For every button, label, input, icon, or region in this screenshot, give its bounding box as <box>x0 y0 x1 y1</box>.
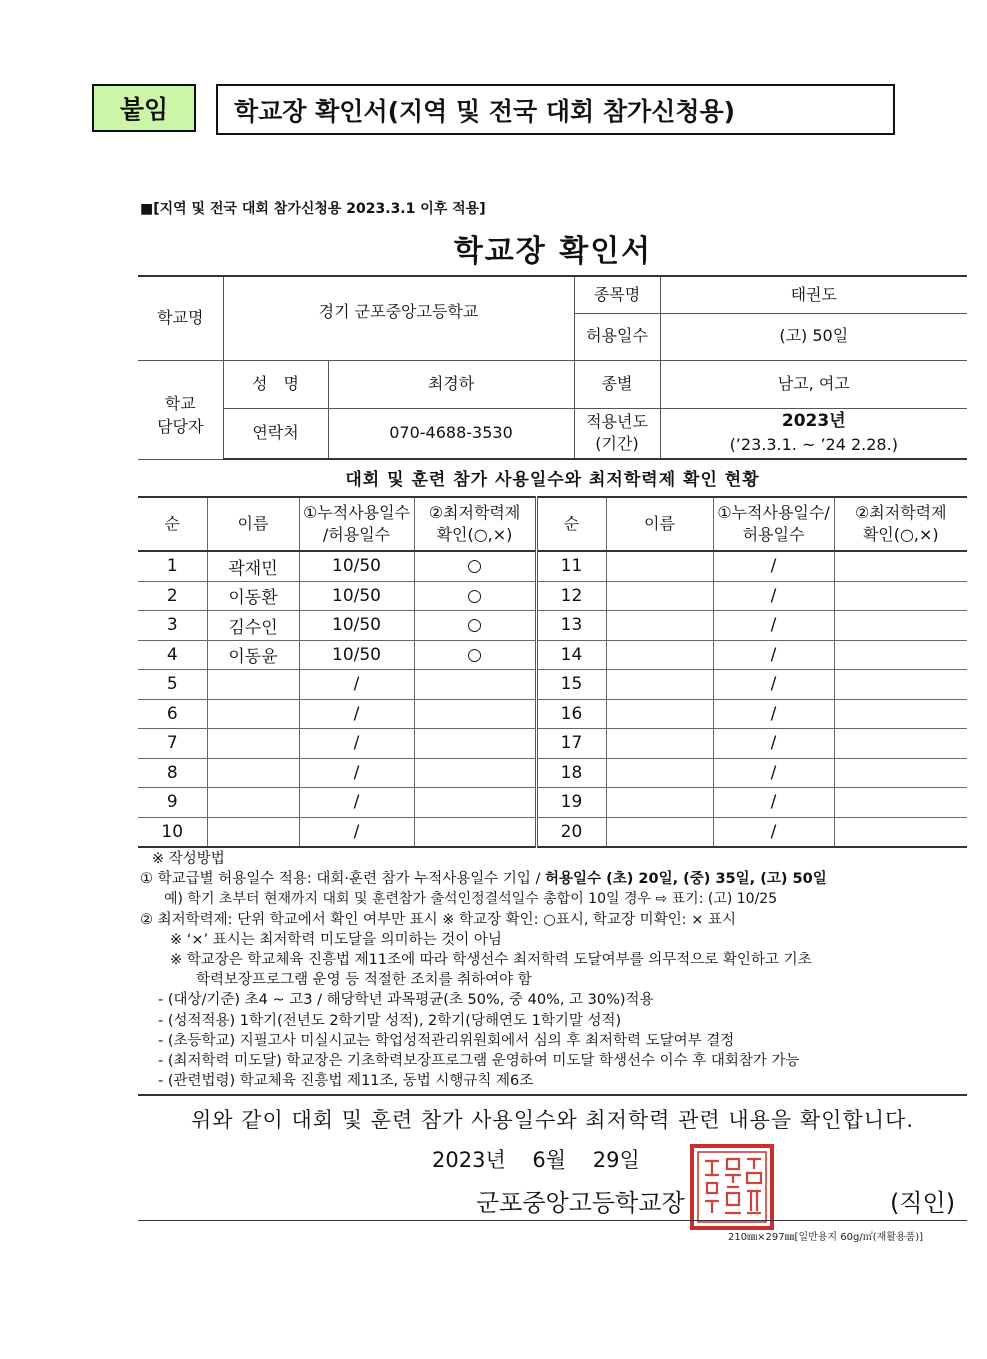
row-name: 김수인 <box>207 611 299 641</box>
row-used-days-right: / <box>713 729 834 759</box>
row-check-right <box>834 551 967 581</box>
row-used-days-right: / <box>713 817 834 847</box>
row-no: 5 <box>138 670 207 700</box>
note-2-b1: ※ 학교장은 학교체육 진흥법 제11조에 따라 학생선수 최저학력 도달여부를 의무적으로 확인하고 기초 <box>170 951 812 968</box>
row-check <box>414 788 536 818</box>
event-label: 종목명 <box>574 276 660 313</box>
row-no-right: 12 <box>536 581 606 611</box>
row-no: 7 <box>138 729 207 759</box>
contact-label: 연락처 <box>223 408 328 459</box>
row-no: 1 <box>138 551 207 581</box>
detail-1: - (대상/기준) 초4 ~ 고3 / 해당학년 과목평균(초 50%, 중 40%, 고 30%)적용 <box>158 992 654 1009</box>
row-name-right <box>606 729 713 759</box>
name-label: 성 명 <box>223 360 328 408</box>
note-1-example: 예) 학기 초부터 현재까지 대회 및 훈련참가 출석인정결석일수 총합이 10일 경우 ⇨ 표기: (고) 10/25 <box>164 891 778 908</box>
date-month: 6월 <box>532 1148 567 1172</box>
row-used-days: / <box>299 699 414 729</box>
row-check: ○ <box>414 581 536 611</box>
gender-label: 종별 <box>574 360 660 408</box>
col-no: 순 <box>138 497 207 551</box>
row-check-right <box>834 758 967 788</box>
table-row <box>138 611 967 641</box>
row-check: ○ <box>414 551 536 581</box>
row-no: 4 <box>138 640 207 670</box>
row-used-days-right: / <box>713 581 834 611</box>
row-check: ○ <box>414 640 536 670</box>
row-name-right <box>606 817 713 847</box>
note-2: ② 최저학력제: 단위 학교에서 확인 여부만 표시 ※ 학교장 확인: ○표시, 학교장 미확인: × 표시 <box>140 911 736 928</box>
info-table <box>138 275 967 460</box>
manager-label: 학교 담당자 <box>138 360 223 459</box>
name-value: 최경하 <box>328 360 574 408</box>
row-check-right <box>834 670 967 700</box>
row-used-days-right: / <box>713 758 834 788</box>
document-heading: 학교장 확인서(지역 및 전국 대회 참가신청용) <box>216 84 895 135</box>
table-row <box>138 551 967 581</box>
row-check-right <box>834 817 967 847</box>
row-used-days: / <box>299 729 414 759</box>
row-no-right: 14 <box>536 640 606 670</box>
row-used-days-right: / <box>713 699 834 729</box>
col-used-right: ①누적사용일수/ 허용일수 <box>713 497 834 551</box>
row-no-right: 15 <box>536 670 606 700</box>
roster-table <box>138 496 967 848</box>
sign-date <box>432 1144 640 1174</box>
row-name <box>207 817 299 847</box>
row-used-days-right: / <box>713 788 834 818</box>
note-2-a: ※ ‘×’ 표시는 최저학력 미도달을 의미하는 것이 아님 <box>170 931 502 948</box>
row-name <box>207 729 299 759</box>
row-check-right <box>834 640 967 670</box>
row-used-days: / <box>299 788 414 818</box>
row-used-days-right: / <box>713 551 834 581</box>
row-check-right <box>834 729 967 759</box>
notes <box>140 849 970 1091</box>
row-name-right <box>606 788 713 818</box>
row-used-days-right: / <box>713 611 834 641</box>
row-check-right <box>834 611 967 641</box>
row-no: 10 <box>138 817 207 847</box>
contact-value: 070-4688-3530 <box>328 408 574 459</box>
row-no-right: 19 <box>536 788 606 818</box>
row-no-right: 11 <box>536 551 606 581</box>
school-label: 학교명 <box>138 276 223 360</box>
row-used-days: 10/50 <box>299 581 414 611</box>
detail-3: - (초등학교) 지필고사 미실시교는 학업성적관리위원회에서 심의 후 최저학력 도달여부 결정 <box>158 1032 735 1049</box>
gender-value: 남고, 여고 <box>660 360 967 408</box>
row-used-days: / <box>299 758 414 788</box>
section-title: 대회 및 훈련 참가 사용일수와 최저학력제 확인 현황 <box>345 470 760 490</box>
detail-5: - (관련법령) 학교체육 진흥법 제11조, 동법 시행규칙 제6조 <box>158 1073 534 1090</box>
school-principal-name: 군포중앙고등학교장 <box>476 1189 685 1217</box>
note-1 <box>140 869 970 889</box>
table-row <box>138 758 967 788</box>
row-check-right <box>834 581 967 611</box>
row-name <box>207 788 299 818</box>
row-used-days: / <box>299 817 414 847</box>
attachment-label: 붙임 <box>92 84 196 132</box>
table-row <box>138 670 967 700</box>
row-used-days: 10/50 <box>299 611 414 641</box>
row-name: 이동환 <box>207 581 299 611</box>
row-name-right <box>606 551 713 581</box>
paper-spec-note: 210㎜×297㎜[일반용지 60g/㎡(재활용품)] <box>728 1232 924 1243</box>
note-1-bold: 허용일수 (초) 20일, (중) 35일, (고) 50일 <box>545 871 827 888</box>
col-name-right: 이름 <box>606 497 713 551</box>
row-no: 6 <box>138 699 207 729</box>
row-name-right <box>606 670 713 700</box>
official-seal-icon <box>689 1143 775 1231</box>
date-year: 2023년 <box>432 1148 506 1172</box>
detail-2: - (성적적용) 1학기(전년도 2학기말 성적), 2학기(당해연도 1학기말 성적) <box>158 1012 622 1029</box>
row-check-right <box>834 699 967 729</box>
row-name-right <box>606 758 713 788</box>
row-no: 8 <box>138 758 207 788</box>
allowed-days-value: (고) 50일 <box>660 313 967 360</box>
row-no-right: 20 <box>536 817 606 847</box>
table-row <box>138 788 967 818</box>
table-row <box>138 699 967 729</box>
col-name: 이름 <box>207 497 299 551</box>
row-no-right: 13 <box>536 611 606 641</box>
year-value: 2023년 <box>781 411 846 432</box>
note-1-text: ① 학교급별 허용일수 적용: 대회·훈련 참가 누적사용일수 기입 / <box>140 871 546 888</box>
row-check <box>414 729 536 759</box>
row-name-right <box>606 699 713 729</box>
table-row <box>138 640 967 670</box>
page-title: 학교장 확인서 <box>453 234 653 269</box>
row-used-days: 10/50 <box>299 551 414 581</box>
allowed-days-label: 허용일수 <box>574 313 660 360</box>
row-used-days: / <box>299 670 414 700</box>
event-value: 태권도 <box>660 276 967 313</box>
confirm-statement: 위와 같이 대회 및 훈련 참가 사용일수와 최저학력 관련 내용을 확인합니다. <box>138 1094 967 1134</box>
row-no-right: 16 <box>536 699 606 729</box>
table-row <box>138 817 967 847</box>
year-label: 적용년도 (기간) <box>574 408 660 459</box>
row-name-right <box>606 611 713 641</box>
row-check: ○ <box>414 611 536 641</box>
table-row <box>138 581 967 611</box>
row-no: 2 <box>138 581 207 611</box>
col-check-right: ②최저학력제 확인(○,×) <box>834 497 967 551</box>
row-no: 9 <box>138 788 207 818</box>
row-check <box>414 758 536 788</box>
row-name <box>207 758 299 788</box>
row-no-right: 18 <box>536 758 606 788</box>
row-used-days-right: / <box>713 640 834 670</box>
row-no-right: 17 <box>536 729 606 759</box>
period-value: (’23.3.1. ~ ’24 2.28.) <box>729 434 898 454</box>
row-check <box>414 670 536 700</box>
row-name-right <box>606 581 713 611</box>
date-day: 29일 <box>592 1148 640 1172</box>
roster-body <box>138 551 967 847</box>
table-row <box>138 729 967 759</box>
col-no-right: 순 <box>536 497 606 551</box>
col-used: ①누적사용일수 /허용일수 <box>299 497 414 551</box>
row-no: 3 <box>138 611 207 641</box>
note-2-b2: 학력보장프로그램 운영 등 적절한 조치를 취하여야 함 <box>196 972 532 989</box>
roster-header-row <box>138 497 967 551</box>
row-check-right <box>834 788 967 818</box>
row-check <box>414 699 536 729</box>
row-name <box>207 670 299 700</box>
row-used-days: 10/50 <box>299 640 414 670</box>
row-used-days-right: / <box>713 670 834 700</box>
school-value: 경기 군포중앙고등학교 <box>223 276 574 360</box>
year-cell <box>660 408 967 459</box>
divider <box>138 1220 967 1221</box>
row-name-right <box>606 640 713 670</box>
detail-4: - (최저학력 미도달) 학교장은 기초학력보장프로그램 운영하여 미도달 학생선수 이수 후 대회참가 가능 <box>158 1052 800 1069</box>
seal-label: (직인) <box>890 1189 956 1217</box>
row-name <box>207 699 299 729</box>
col-check: ②최저학력제 확인(○,×) <box>414 497 536 551</box>
row-check <box>414 817 536 847</box>
apply-note: ■[지역 및 전국 대회 참가신청용 2023.3.1 이후 적용] <box>140 201 486 217</box>
notes-heading: ※ 작성방법 <box>152 851 225 867</box>
row-name: 이동윤 <box>207 640 299 670</box>
row-name: 곽재민 <box>207 551 299 581</box>
